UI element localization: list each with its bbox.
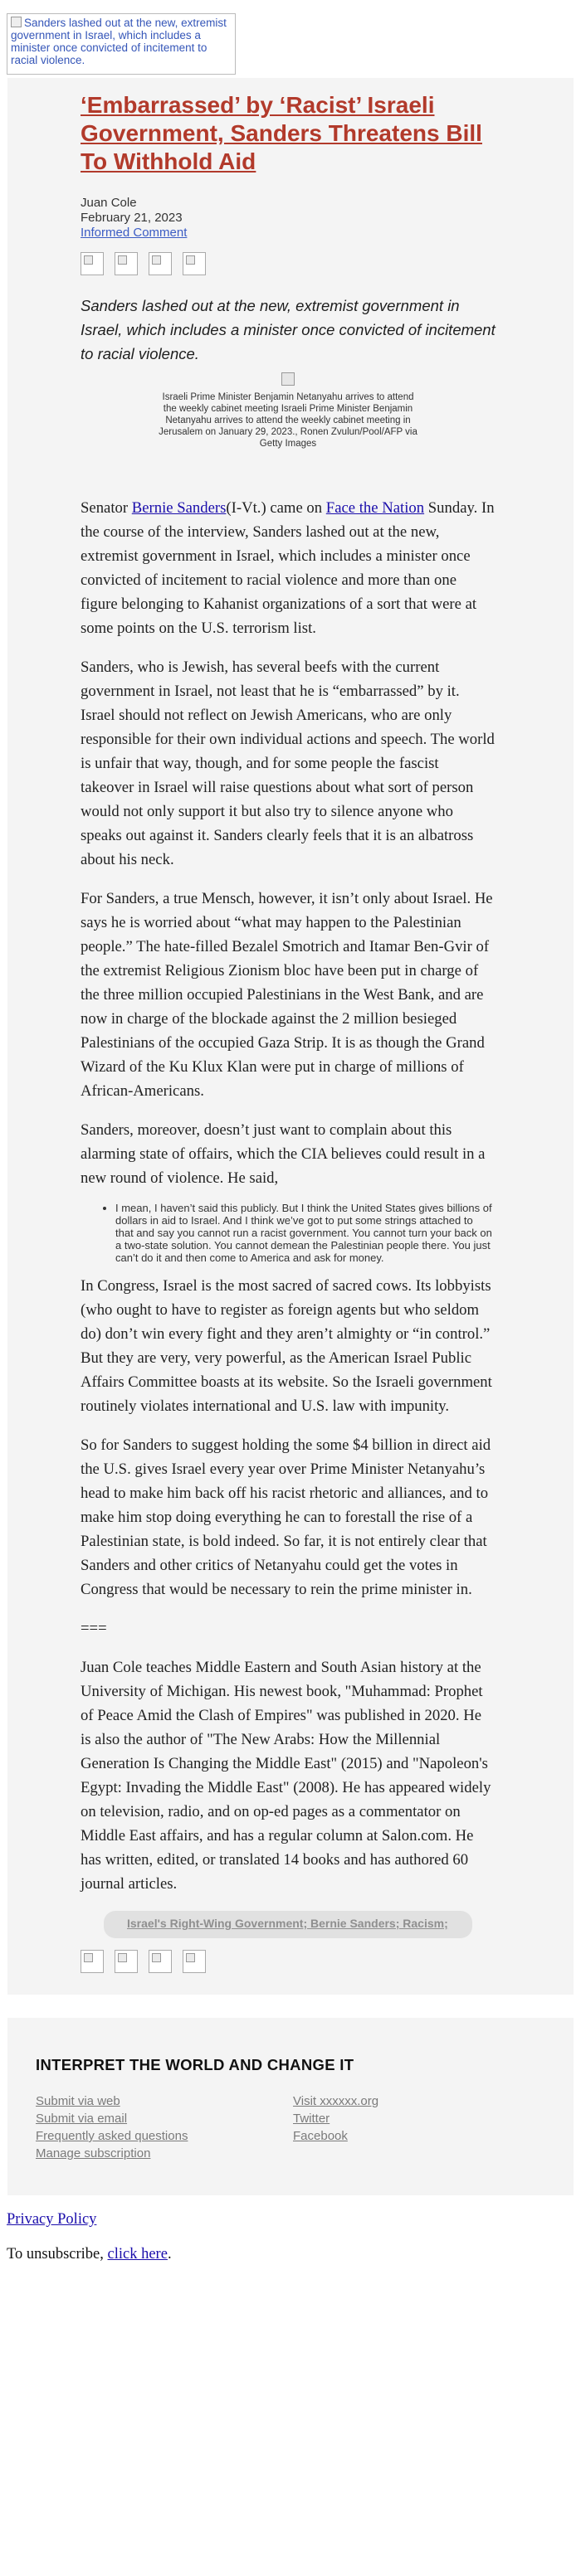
broken-image-icon [281, 372, 295, 386]
publication-link[interactable]: Informed Comment [81, 226, 188, 240]
article-photo [155, 372, 421, 450]
face-the-nation-link[interactable]: Face the Nation [325, 499, 425, 517]
share-bar-top [81, 252, 496, 275]
separator: === [81, 1620, 107, 1637]
author-bio: Juan Cole teaches Middle Eastern and South Asian history at the University of Michigan. His newest book, "Muhammad: Prophet of Peace Amid the Clash of Empires" was published in 2020. He is also the author of "The New Arabs: How the Millennial Generation Is Changing the Middle East" (2015) and "Napoleon's Egypt: Invading the Middle East" (2008). He has appeared widely on television, radio, and on op-ed pages as a commentator on Middle East affairs, and has a regular column at Salon.com. He has written, edited, or translated 14 books and has authored 60 journal articles. [81, 1659, 491, 1893]
share-bar-bottom [81, 1950, 496, 1973]
author: Juan Cole [81, 196, 137, 210]
tags-link[interactable]: Israel's Right-Wing Government; Bernie Sanders; Racism; [127, 1917, 448, 1930]
faq-link[interactable]: Frequently asked questions [36, 2129, 188, 2143]
paragraph-3: For Sanders, a true Mensch, however, it isn’t only about Israel. He says he is worried about “what may happen to the Palestinian people.” The hate-filled Bezalel Smotrich and Itamar Ben-Gvir of the extremist Religious Zionism bloc have been put in charge of the three million occupied Palestinians in the West Bank, and are now in charge of the blockade against the 2 million besieged Palestinians of the occupied Gaza Strip. It is as though the Grand Wizard of the Ku Klux Klan were put in charge of millions of African-Americans. [81, 890, 493, 1100]
manage-subscription-link[interactable]: Manage subscription [36, 2146, 151, 2160]
share-facebook-icon[interactable] [81, 1950, 104, 1973]
share-linkedin-icon[interactable] [149, 1950, 172, 1973]
paragraph-2: Sanders, who is Jewish, has several beefs with the current government in Israel, not least that he is “embarrassed” by it. Israel should not reflect on Jewish Americans, who are only responsible for their own individual actions and speech. The world is unfair that way, though, and for some people the fascist takeover in Israel will raise questions about what sort of person would not only support it but also try to silence anyone who speaks out against it. Sanders clearly feels that it is an albatross about his neck. [81, 659, 495, 868]
bottom-links [0, 2195, 581, 2263]
unsubscribe-link[interactable]: click here [107, 2246, 168, 2263]
share-linkedin-icon[interactable] [149, 252, 172, 275]
publish-date: February 21, 2023 [81, 211, 183, 225]
quote-text: • I mean, I haven’t said this publicly. But I think the United States gives billions of dollars in aid to Israel. And I think we’ve got to put some strings attached to that and say you cannot run a racist government. You cannot turn your back on a two-state solution. You cannot demean the Palestinian people there. You just can’t do it and then come to America and ask for money. [115, 1202, 496, 1264]
photo-caption: Israeli Prime Minister Benjamin Netanyahu arrives to attend the weekly cabinet meeting Israeli Prime Minister Benjamin Netanyahu arrives to attend the weekly cabinet meeting in Jerusalem on January 29, 2023., Ronen Zvulun/Pool/AFP via Getty Images [159, 392, 417, 449]
share-twitter-icon[interactable] [115, 252, 138, 275]
unsubscribe-line: To unsubscribe, click here. [7, 2246, 172, 2263]
newsletter-footer [7, 2018, 574, 2195]
twitter-link[interactable]: Twitter [293, 2112, 330, 2126]
paragraph-6: So for Sanders to suggest holding the some $4 billion in direct aid the U.S. gives Israel every year over Prime Minister Netanyahu’s head to make him back off his racist rhetoric and alliances, and to make him stop doing everything he can to forestall the rise of a Palestinian state, is bold indeed. So far, it is not entirely clear that Sanders and other critics of Netanyahu could get the votes in Congress that would be necessary to rein the prime minister in. [81, 1436, 491, 1598]
footer-right-links [293, 2092, 550, 2162]
visit-site-link[interactable]: Visit xxxxxx.org [293, 2094, 379, 2108]
submit-email-link[interactable]: Submit via email [36, 2112, 128, 2126]
share-facebook-icon[interactable] [81, 252, 104, 275]
article-title [81, 78, 496, 176]
facebook-link[interactable]: Facebook [293, 2129, 348, 2143]
footer-heading: INTERPRET THE WORLD AND CHANGE IT [36, 2056, 354, 2073]
masthead-image[interactable] [7, 13, 236, 75]
byline [81, 196, 496, 241]
privacy-policy-link[interactable]: Privacy Policy [7, 2211, 97, 2228]
share-twitter-icon[interactable] [115, 1950, 138, 1973]
article-card [7, 78, 574, 1995]
paragraph-5: In Congress, Israel is the most sacred of sacred cows. Its lobbyists (who ought to have to register as foreign agents but who seldom do) don’t win every fight and they aren’t almighty or “in control.” But they are very, very powerful, as the American Israel Public Affairs Committee boasts at its website. So the Israeli government routinely violates international and U.S. law with impunity. [81, 1277, 492, 1415]
footer-left-links [36, 2092, 293, 2162]
paragraph-1: Senator Bernie Sanders(I-Vt.) came on Face the Nation Sunday. In the course of the interview, Sanders lashed out at the new, extremist government in Israel, which includes a minister once convicted of incitement to racial violence and more than one figure belonging to Kahanist organizations of a sort that were at some points on the U.S. terrorism list. [81, 499, 495, 637]
paragraph-4: Sanders, moreover, doesn’t just want to complain about this alarming state of offairs, which the CIA believes could result in a new round of violence. He said, [81, 1121, 486, 1187]
article-dek: Sanders lashed out at the new, extremist government in Israel, which includes a minister once convicted of incitement to racial violence. [81, 297, 496, 362]
broken-image-icon [11, 17, 22, 27]
article-body [81, 496, 496, 1896]
submit-web-link[interactable]: Submit via web [36, 2094, 120, 2108]
share-email-icon[interactable] [183, 252, 206, 275]
bernie-sanders-link[interactable]: Bernie Sanders [131, 499, 227, 517]
sanders-quote [81, 1202, 496, 1264]
article-title-link[interactable]: ‘Embarrassed’ by ‘Racist’ Israeli Government, Sanders Threatens Bill To Withhold Aid [81, 92, 482, 174]
masthead-alt-text: Sanders lashed out at the new, extremist government in Israel, which includes a minister once convicted of incitement to racial violence. [11, 17, 227, 66]
share-email-icon[interactable] [183, 1950, 206, 1973]
tags-pill [104, 1911, 472, 1938]
